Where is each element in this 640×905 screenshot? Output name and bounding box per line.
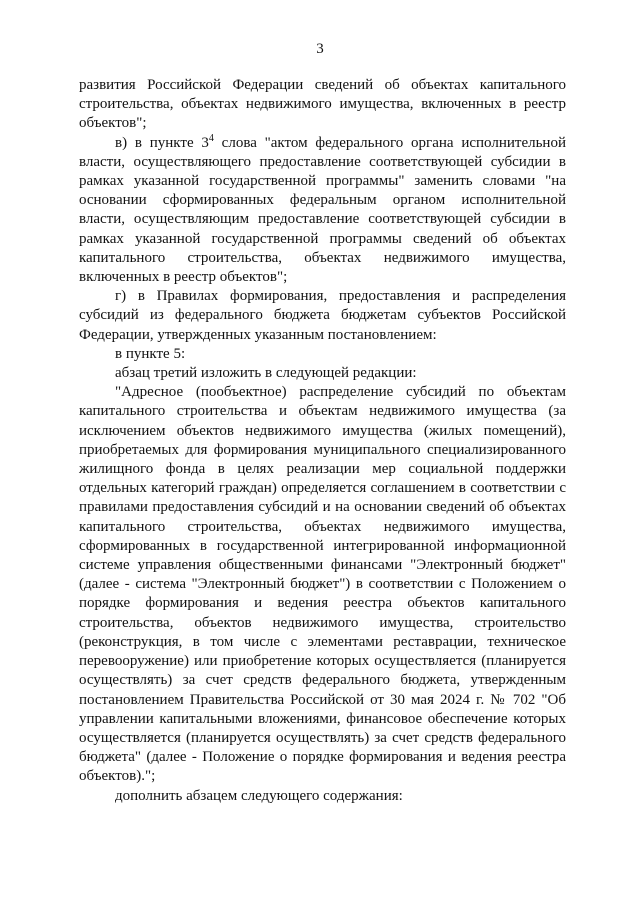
paragraph-third-abzac: абзац третий изложить в следующей редакции: (115, 365, 417, 382)
paragraph-item-g: г) в Правилах формирования, предоставления и распределения субсидий из федерального бюджета бюджетам субъектов Российской Федерации, утвержденных указанным постановлением: (79, 288, 566, 343)
paragraph-item-v-rest: слова "актом федерального органа исполнительной власти, осуществляющего предоставление соответствующей субсидии в рамках указанной государственной программы" заменить словами "на основании сформированных федеральным органом исполнительной власти, осуществляющим предоставление соответствующей субсидии в рамках указанной государственной программы сведений об объектах капитального строительства, объектах недвижимого имущества, включенных в реестр объектов"; (79, 134, 566, 286)
paragraph-point-5: в пункте 5: (115, 345, 186, 362)
paragraph-continuation: развития Российской Федерации сведений об объектах капитального строительства, объектах недвижимого имущества, включенных в реестр объектов"; (79, 77, 566, 132)
document-body (79, 76, 566, 806)
paragraph-item-v-start: в) в пункте 3 (115, 134, 209, 151)
page-number: 3 (316, 41, 324, 57)
paragraph-supplement: дополнить абзацем следующего содержания: (115, 787, 403, 804)
paragraph-quoted-text: "Адресное (пообъектное) распределение субсидий по объектам капитального строительства и объектам недвижимого имущества (за исключением объектов недвижимого имущества (жилых помещений), приобретаемых для формирования муниципального специализированного жилищного фонда в целях реализации мер социальной поддержки отдельных категорий граждан) определяется соглашением в соответствии с правилами предоставления субсидий и на основании сведений об объектах капитального строительства, объектах недвижимого имущества, сформированных в государственной интегрированной информационной системе управления общественными финансами "Электронный бюджет" (далее - система "Электронный бюджет") в соответствии с Положением о порядке формирования и ведения реестра объектов капитального строительства, объектов недвижимого имущества, строительство (реконструкция, в том числе с элементами реставрации, техническое перевооружение) или приобретение которых осуществляется (планируется осуществлять) за счет средств федерального бюджета, утвержденным постановлением Правительства Российской от 30 мая 2024 г. № 702 "Об управлении капитальными вложениями, финансовое обеспечение которых осуществляется (планируется осуществлять) за счет средств федерального бюджета" (далее - Положение о порядке формирования и ведения реестра объектов)."; (79, 384, 566, 785)
paragraph-item-v (79, 134, 566, 288)
superscript-4: 4 (208, 132, 214, 144)
